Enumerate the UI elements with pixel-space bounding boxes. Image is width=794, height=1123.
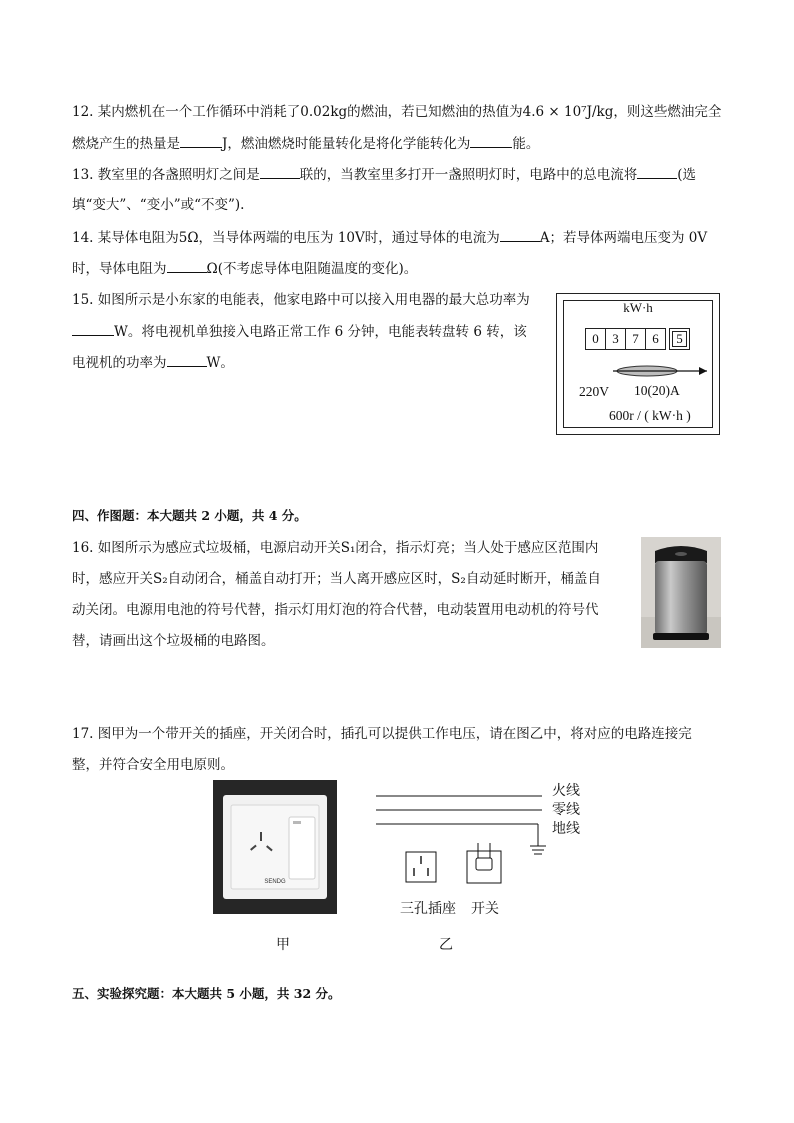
wire-neutral-label: 零线 xyxy=(552,801,580,817)
q17-line1: 17. 图甲为一个带开关的插座，开关闭合时，插孔可以提供工作电压，请在图乙中，将对应的电路连接完 xyxy=(72,726,692,742)
q14-blank-current[interactable] xyxy=(500,227,540,242)
q16-line4: 替，请画出这个垃圾桶的电路图。 xyxy=(72,633,275,649)
q12-text-a: 燃烧产生的热量是 xyxy=(72,136,180,152)
meter-current: 10(20)A xyxy=(634,383,680,398)
q12-blank-heat[interactable] xyxy=(180,133,222,148)
q15-line1: 15. 如图所示是小东家的电能表，他家电路中可以接入用电器的最大总功率为 xyxy=(72,292,530,308)
q14-text-d: Ω(不考虑导体电阻随温度的变化)。 xyxy=(206,261,418,277)
figure-a-caption: 甲 xyxy=(276,936,290,952)
meter-voltage: 220V xyxy=(579,384,609,399)
q15-line2 xyxy=(72,321,527,342)
q14-text-b: A；若导体两端电压变为 0V xyxy=(539,230,708,246)
q15-blank-tv-power[interactable] xyxy=(167,352,207,367)
q16-line1: 16. 如图所示为感应式垃圾桶，电源启动开关S₁闭合，指示灯亮；当人处于感应区范围内 xyxy=(72,540,599,556)
meter-rate: 600r / ( kW·h ) xyxy=(609,408,691,423)
q13-text-a: 13. 教室里的各盏照明灯之间是 xyxy=(72,167,260,183)
q14-text-c: 时，导体电阻为 xyxy=(72,261,167,277)
q13-line1 xyxy=(72,164,696,185)
q16-line2: 时，感应开关S₂自动闭合，桶盖自动打开；当人离开感应区时，S₂自动延时断开，桶盖自 xyxy=(72,571,601,587)
q13-text-c: (选 xyxy=(677,167,697,183)
switch-icon xyxy=(465,841,505,885)
q16-line3: 动关闭。电源用电池的符号代替，指示灯用灯泡的符合代替，电动装置用电动机的符号代 xyxy=(72,602,599,618)
socket-plate xyxy=(223,795,327,899)
section-4-heading: 四、作图题：本大题共 2 小题，共 4 分。 xyxy=(72,508,307,523)
wire-ground-label: 地线 xyxy=(552,820,580,836)
q15-text-a: W。将电视机单独接入电路正常工作 6 分钟，电能表转盘转 6 转，该 xyxy=(114,324,527,340)
meter-digits xyxy=(585,328,689,350)
figure-b-caption: 乙 xyxy=(439,936,453,952)
meter-digit: 7 xyxy=(625,328,646,350)
meter-digit: 0 xyxy=(585,328,606,350)
q12-text-c: 能。 xyxy=(512,136,540,152)
trash-can-icon xyxy=(641,537,721,648)
q15-blank-max-power[interactable] xyxy=(72,321,114,336)
socket-brand: SENDG xyxy=(264,879,286,885)
q12-line1: 12. 某内燃机在一个工作循环中消耗了0.02kg的燃油，若已知燃油的热值为4.6 × 10⁷J/kg，则这些燃油完全 xyxy=(72,104,722,120)
q13-line2: 填“变大”、“变小”或“不变”). xyxy=(72,197,245,213)
q12-line2 xyxy=(72,133,539,154)
q12-blank-energy[interactable] xyxy=(470,133,512,148)
sensor-trash-can-image xyxy=(641,537,721,648)
three-hole-socket-icon xyxy=(404,850,438,884)
meter-digit: 6 xyxy=(645,328,666,350)
wire-live-label: 火线 xyxy=(552,782,580,798)
q13-blank-current[interactable] xyxy=(637,164,677,179)
q15-text-c: W。 xyxy=(206,355,234,371)
socket-symbol-label: 三孔插座 xyxy=(400,900,456,916)
q14-blank-resistance[interactable] xyxy=(167,258,207,273)
q15-text-b: 电视机的功率为 xyxy=(72,355,167,371)
q13-text-b: 联的，当教室里多打开一盏照明灯时，电路中的总电流将 xyxy=(299,167,638,183)
q14-line1 xyxy=(72,227,707,248)
switch-symbol-label: 开关 xyxy=(471,900,499,916)
meter-unit: kW·h xyxy=(623,300,653,315)
meter-digit: 3 xyxy=(605,328,626,350)
q17-line2: 整，并符合安全用电原则。 xyxy=(72,757,234,773)
q14-line2 xyxy=(72,258,417,279)
switch-socket-photo xyxy=(213,780,337,914)
q12-text-b: J，燃油燃烧时能量转化是将化学能转化为 xyxy=(222,136,471,152)
meter-disc-icon xyxy=(605,362,715,382)
energy-meter-figure xyxy=(556,293,720,435)
section-5-heading: 五、实验探究题：本大题共 5 小题，共 32 分。 xyxy=(72,986,341,1001)
q15-line3 xyxy=(72,352,234,373)
q13-blank-connection[interactable] xyxy=(260,164,300,179)
meter-digit-decimal: 5 xyxy=(669,328,690,350)
q14-text-a: 14. 某导体电阻为5Ω，当导体两端的电压为 10V时，通过导体的电流为 xyxy=(72,230,500,246)
